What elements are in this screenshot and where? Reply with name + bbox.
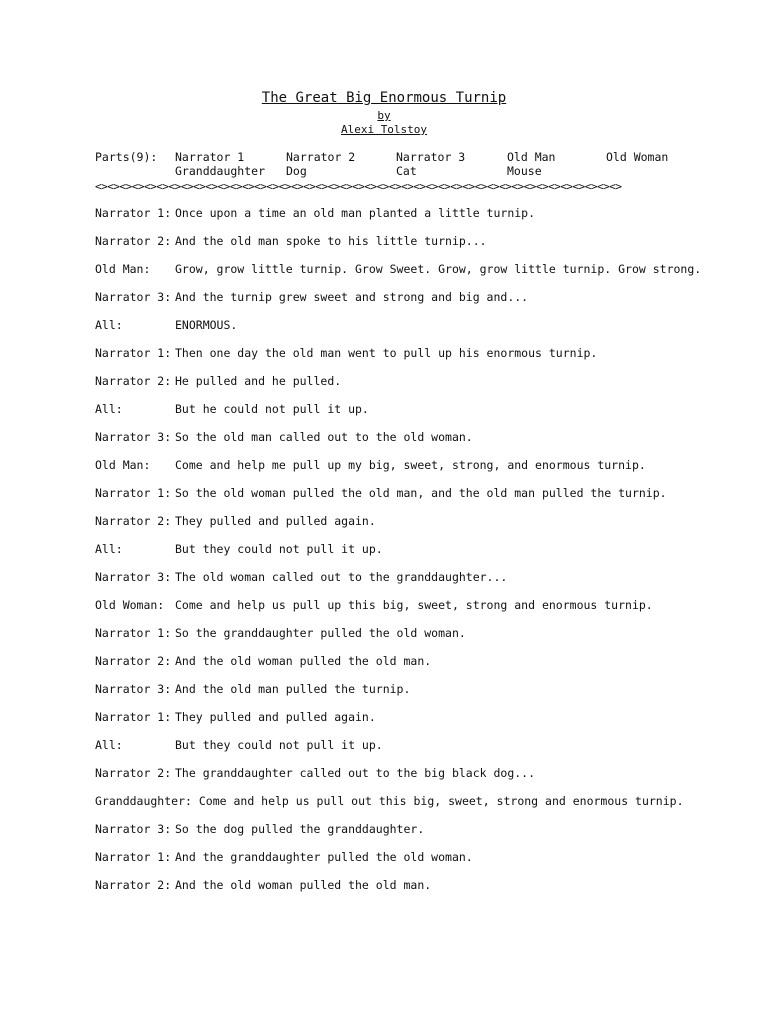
part-name: Dog bbox=[286, 164, 307, 178]
script-line bbox=[95, 430, 735, 446]
speaker-label: Narrator 3: bbox=[95, 430, 172, 444]
part-name: Old Man bbox=[507, 150, 556, 164]
speaker-label: Narrator 1: bbox=[95, 206, 172, 220]
script-line bbox=[95, 626, 735, 642]
dialogue-text: So the old man called out to the old woman. bbox=[175, 430, 473, 444]
part-name: Narrator 3 bbox=[396, 150, 466, 164]
speaker-label: Narrator 2: bbox=[95, 234, 172, 248]
dialogue-text: And the granddaughter pulled the old woman. bbox=[175, 850, 473, 864]
parts-list bbox=[95, 150, 695, 180]
speaker-label: Narrator 3: bbox=[95, 570, 172, 584]
script-line bbox=[95, 206, 735, 222]
dialogue-text: Once upon a time an old man planted a little turnip. bbox=[175, 206, 536, 220]
script-line bbox=[95, 710, 735, 726]
dialogue-text: They pulled and pulled again. bbox=[175, 710, 376, 724]
script-line bbox=[95, 822, 735, 838]
script-line bbox=[95, 374, 735, 390]
script-line bbox=[95, 654, 735, 670]
script-line bbox=[95, 318, 735, 334]
page-title: The Great Big Enormous Turnip bbox=[261, 90, 507, 106]
part-name: Narrator 2 bbox=[286, 150, 356, 164]
part-name: Granddaughter bbox=[175, 164, 266, 178]
script-line bbox=[95, 346, 735, 362]
dialogue-text: But they could not pull it up. bbox=[175, 542, 383, 556]
speaker-label: All: bbox=[95, 318, 123, 332]
dialogue-text: The old woman called out to the granddaughter... bbox=[175, 570, 508, 584]
part-name: Old Woman bbox=[606, 150, 669, 164]
speaker-label: Old Man: bbox=[95, 262, 151, 276]
part-name: Narrator 1 bbox=[175, 150, 245, 164]
dialogue-text: Come and help us pull up this big, sweet, strong and enormous turnip. bbox=[175, 598, 653, 612]
dialogue-text: But he could not pull it up. bbox=[175, 402, 369, 416]
dialogue-text: So the granddaughter pulled the old woman. bbox=[175, 626, 466, 640]
script-line bbox=[95, 234, 735, 250]
script-line bbox=[95, 514, 735, 530]
speaker-label: Narrator 2: bbox=[95, 878, 172, 892]
script-line bbox=[95, 850, 735, 866]
divider: <><><><><><><><><><><><><><><><><><><><><><><><><><><><><><><><><><><><><><><><><><><> bbox=[95, 180, 622, 193]
script-line bbox=[95, 262, 735, 278]
dialogue-text: Then one day the old man went to pull up his enormous turnip. bbox=[175, 346, 598, 360]
part-name: Mouse bbox=[507, 164, 542, 178]
part-name: Cat bbox=[396, 164, 417, 178]
dialogue-text: Granddaughter: Come and help us pull out this big, sweet, strong and enormous turnip. bbox=[95, 794, 684, 808]
dialogue-text: And the turnip grew sweet and strong and big and... bbox=[175, 290, 529, 304]
dialogue-text: And the old man spoke to his little turnip... bbox=[175, 234, 487, 248]
speaker-label: All: bbox=[95, 402, 123, 416]
speaker-label: Narrator 1: bbox=[95, 346, 172, 360]
script-line bbox=[95, 402, 735, 418]
dialogue-text: They pulled and pulled again. bbox=[175, 514, 376, 528]
dialogue-text: ENORMOUS. bbox=[175, 318, 238, 332]
script-line bbox=[95, 598, 735, 614]
speaker-label: Old Woman: bbox=[95, 598, 165, 612]
dialogue-text: He pulled and he pulled. bbox=[175, 374, 342, 388]
script-line bbox=[95, 486, 735, 502]
speaker-label: Old Man: bbox=[95, 458, 151, 472]
dialogue-text: And the old woman pulled the old man. bbox=[175, 654, 432, 668]
dialogue-text: And the old man pulled the turnip. bbox=[175, 682, 411, 696]
speaker-label: All: bbox=[95, 542, 123, 556]
speaker-label: Narrator 3: bbox=[95, 822, 172, 836]
byline: by bbox=[377, 109, 391, 122]
script-line bbox=[95, 766, 735, 782]
speaker-label: Narrator 3: bbox=[95, 290, 172, 304]
script-line bbox=[95, 290, 735, 306]
script-line bbox=[95, 570, 735, 586]
dialogue-text: But they could not pull it up. bbox=[175, 738, 383, 752]
script-line bbox=[95, 542, 735, 558]
author: Alexi Tolstoy bbox=[340, 123, 428, 136]
script-line bbox=[95, 794, 735, 810]
script-line bbox=[95, 738, 735, 754]
speaker-label: Narrator 2: bbox=[95, 374, 172, 388]
dialogue-text: So the old woman pulled the old man, and the old man pulled the turnip. bbox=[175, 486, 667, 500]
speaker-label: Narrator 2: bbox=[95, 654, 172, 668]
dialogue-text: So the dog pulled the granddaughter. bbox=[175, 822, 425, 836]
speaker-label: Narrator 3: bbox=[95, 682, 172, 696]
dialogue-text: The granddaughter called out to the big black dog... bbox=[175, 766, 536, 780]
dialogue-text: And the old woman pulled the old man. bbox=[175, 878, 432, 892]
dialogue-text: Grow, grow little turnip. Grow Sweet. Grow, grow little turnip. Grow strong. bbox=[175, 262, 702, 276]
script-line bbox=[95, 878, 735, 894]
speaker-label: Narrator 1: bbox=[95, 486, 172, 500]
speaker-label: Narrator 2: bbox=[95, 766, 172, 780]
script-line bbox=[95, 682, 735, 698]
speaker-label: Narrator 1: bbox=[95, 626, 172, 640]
script-line bbox=[95, 458, 735, 474]
speaker-label: All: bbox=[95, 738, 123, 752]
parts-label: Parts(9): bbox=[95, 150, 158, 164]
dialogue-text: Come and help me pull up my big, sweet, strong, and enormous turnip. bbox=[175, 458, 646, 472]
speaker-label: Narrator 2: bbox=[95, 514, 172, 528]
speaker-label: Narrator 1: bbox=[95, 710, 172, 724]
speaker-label: Narrator 1: bbox=[95, 850, 172, 864]
